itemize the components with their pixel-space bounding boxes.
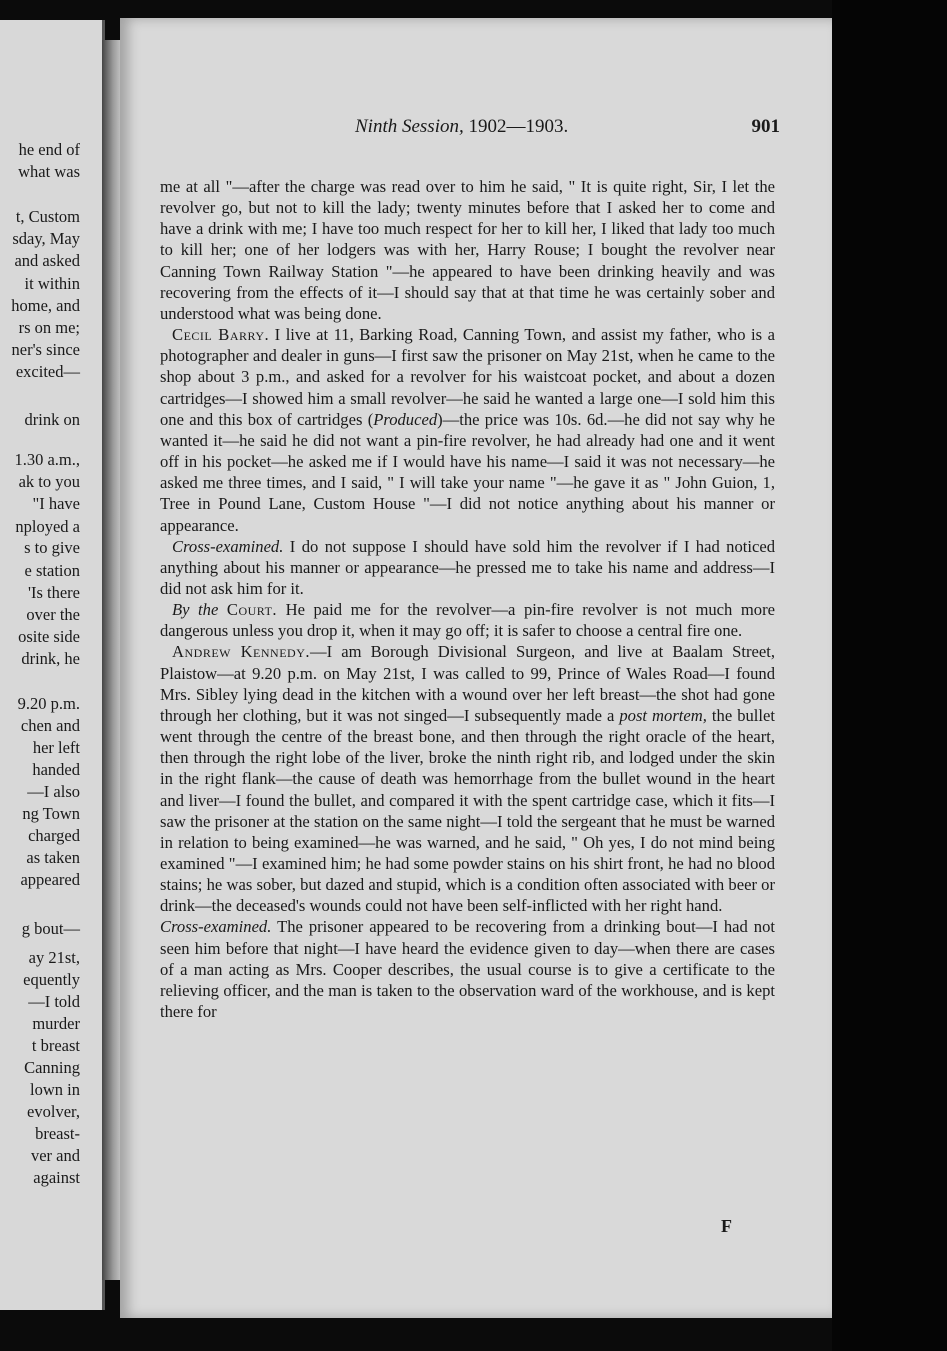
paragraph-cross-examined-1	[160, 536, 775, 599]
left-page-fragment: it within	[24, 274, 80, 293]
witness-name: Cecil Barry.	[172, 325, 270, 345]
page-number: 901	[751, 116, 780, 137]
cross-examined-label: Cross-examined.	[160, 917, 272, 937]
paragraph-continuation	[160, 176, 775, 324]
by-the-label: By the	[172, 600, 219, 620]
left-page-fragment: excited—	[15, 362, 80, 381]
page-body	[160, 176, 775, 1022]
left-page-fragment: drink on	[24, 410, 80, 429]
paragraph-cecil-barry	[160, 324, 775, 536]
left-page-fragment: chen and	[20, 716, 80, 735]
left-page-fragment: her left	[32, 738, 80, 757]
running-head-session: Ninth Session,	[355, 116, 464, 137]
produced-note: Produced	[373, 409, 438, 429]
left-page-fragment: drink, he	[21, 649, 80, 668]
left-page-fragment: sday, May	[12, 229, 80, 248]
left-page-fragment: nployed a	[15, 517, 80, 536]
left-page-fragment: evolver,	[27, 1102, 80, 1121]
left-page-fragment: breast-	[35, 1124, 80, 1143]
left-page-fragment: appeared	[20, 870, 80, 889]
left-page-fragment: osite side	[18, 627, 80, 646]
paragraph-text: The prisoner appeared to be recovering from a drinking bout—I had not seen him before that night—I have heard the evidence given to day—when there are cases of a man acting as Mrs. Cooper describes, the usual course is to give a certificate to the relieving officer, and the man is taken to the observation ward of the workhouse, and is kept there for	[160, 917, 775, 1022]
paragraph-text: He paid me for the revolver—a pin-fire revolver is not much more dangerous unless you drop it, when it may go off; it is safer to choose a central fire one.	[160, 600, 775, 641]
left-page-fragment: Canning	[24, 1058, 80, 1077]
left-page-fragment: 'Is there	[28, 583, 80, 602]
left-page-fragment: equently	[23, 970, 80, 989]
left-page-fragment: against	[33, 1168, 80, 1187]
left-page-fragment: and asked	[14, 251, 80, 270]
paragraph-text: the bullet went through the centre of the breast bone, and then through the right oracle of the heart, then through the right lobe of the liver, broke the ninth right rib, and lodged under the skin in the right flank—the cause of death was hemorrhage from the bullet wound in the heart and liver—I found the bullet, and compared it with the spent cartridge case, which it fits—I saw the prisoner at the station on the same night—I told the sergeant that he must be warned in relation to being examined—he was warned, and he said, " Oh yes, I do not mind being examined "—I examined him; he had some powder stains on his shirt front, he had no blood stains; he was sober, but dazed and stupid, which is a condition often associated with beer or drink—the deceased's wounds could not have been self-inflicted with her right hand.	[160, 705, 776, 916]
left-page-fragment: —I also	[27, 782, 80, 801]
left-page-fragment: handed	[32, 760, 80, 779]
left-page-fragment: ak to you	[18, 472, 80, 491]
left-page-fragment: charged	[28, 826, 80, 845]
left-page-fragment: ng Town	[22, 804, 80, 823]
left-page-edge	[0, 20, 105, 1310]
left-page-fragment: e station	[24, 561, 80, 580]
book-gutter	[102, 40, 122, 1280]
running-head	[355, 116, 568, 138]
left-page-fragment: t, Custom	[15, 207, 80, 226]
paragraph-cross-examined-2	[160, 916, 775, 1022]
left-page-fragment: ay 21st,	[28, 948, 80, 967]
paragraph-by-the-court	[160, 599, 775, 641]
witness-name: Andrew Kennedy.	[172, 642, 311, 662]
left-page-fragment: g bout—	[21, 919, 80, 938]
left-page-fragment: he end of	[18, 140, 80, 159]
cross-examined-label: Cross-examined.	[172, 536, 284, 556]
left-page-fragment: over the	[26, 605, 80, 624]
left-page-fragment: ner's since	[11, 340, 80, 359]
left-page-fragment: home, and	[11, 296, 80, 315]
left-page-fragment: "I have	[32, 494, 80, 513]
left-page-fragment: lown in	[30, 1080, 80, 1099]
paragraph-text: )—the price was 10s. 6d.—he did not say why he wanted it—he said he did not want a pin-fire revolver, he had already had one and it went off in his pocket—he asked me if I would have his name—I said it was not necessary—he asked me three times, and I said, " I will take your name "—he gave it as " John Guion, 1, Tree in Pound Lane, Custom House "—I did not notice anything about his manner or appearance.	[160, 409, 775, 535]
running-head-years: 1902—1903.	[468, 116, 569, 137]
page-header	[120, 116, 832, 140]
left-page-fragment: ver and	[30, 1146, 80, 1165]
signature-mark: F	[721, 1216, 732, 1236]
left-page-fragment: rs on me;	[18, 318, 80, 337]
paragraph-andrew-kennedy	[160, 641, 775, 916]
left-page-fragment: t breast	[31, 1036, 80, 1055]
paragraph-text: me at all "—after the charge was read over to him he said, " It is quite right, Sir, I let the revolver go, but not to kill the lady; twenty minutes before that I asked her to come and have a drink with me; I have too much respect for her to kill her, I liked that lady too much to kill her; one of her lodgers was with her, Harry Rouse; I bought the revolver near Canning Town Railway Station "—he appeared to have been drinking heavily and was recovering from the effects of it—I should say that at that time he was certainly sober and understood what was being done.	[160, 177, 775, 323]
left-page-fragment: murder	[32, 1014, 80, 1033]
paragraph-text: —I am Borough Divisional Surgeon, and live at Baalam Street, Plaistow—at 9.20 p.m. on May 21st, I was called to 99, Prince of Wales Road—I found Mrs. Sibley lying dead in the kitchen with a wound over her left breast—the shot had gone through her clothing, but it was not singed—I subsequently made a	[160, 642, 775, 725]
dark-background-edge	[832, 0, 947, 1351]
paragraph-text: I live at 11, Barking Road, Canning Town, and assist my father, who is a photographer and dealer in guns—I first saw the prisoner on May 21st, when he came to the shop about 3 p.m., and asked for a revolver for his waistcoat pocket, and about a dozen cartridges—I showed him a small revolver—he said he wanted a large one—I sold him this one and this box of cartridges (	[160, 325, 775, 429]
left-page-fragment: as taken	[26, 848, 80, 867]
left-page-fragment: what was	[18, 162, 80, 181]
court-label: Court.	[226, 600, 278, 620]
paragraph-text: I do not suppose I should have sold him the revolver if I had noticed anything about his manner or appearance—he pressed me to take his name and address—I did not ask him for it.	[160, 536, 775, 598]
left-page-fragment: 9.20 p.m.	[17, 694, 80, 713]
left-page-fragment: 1.30 a.m.,	[14, 450, 80, 469]
right-page	[120, 18, 832, 1318]
post-mortem-term: post mortem,	[619, 705, 707, 725]
left-page-fragment: —I told	[28, 992, 80, 1011]
left-page-fragment: s to give	[24, 538, 80, 557]
